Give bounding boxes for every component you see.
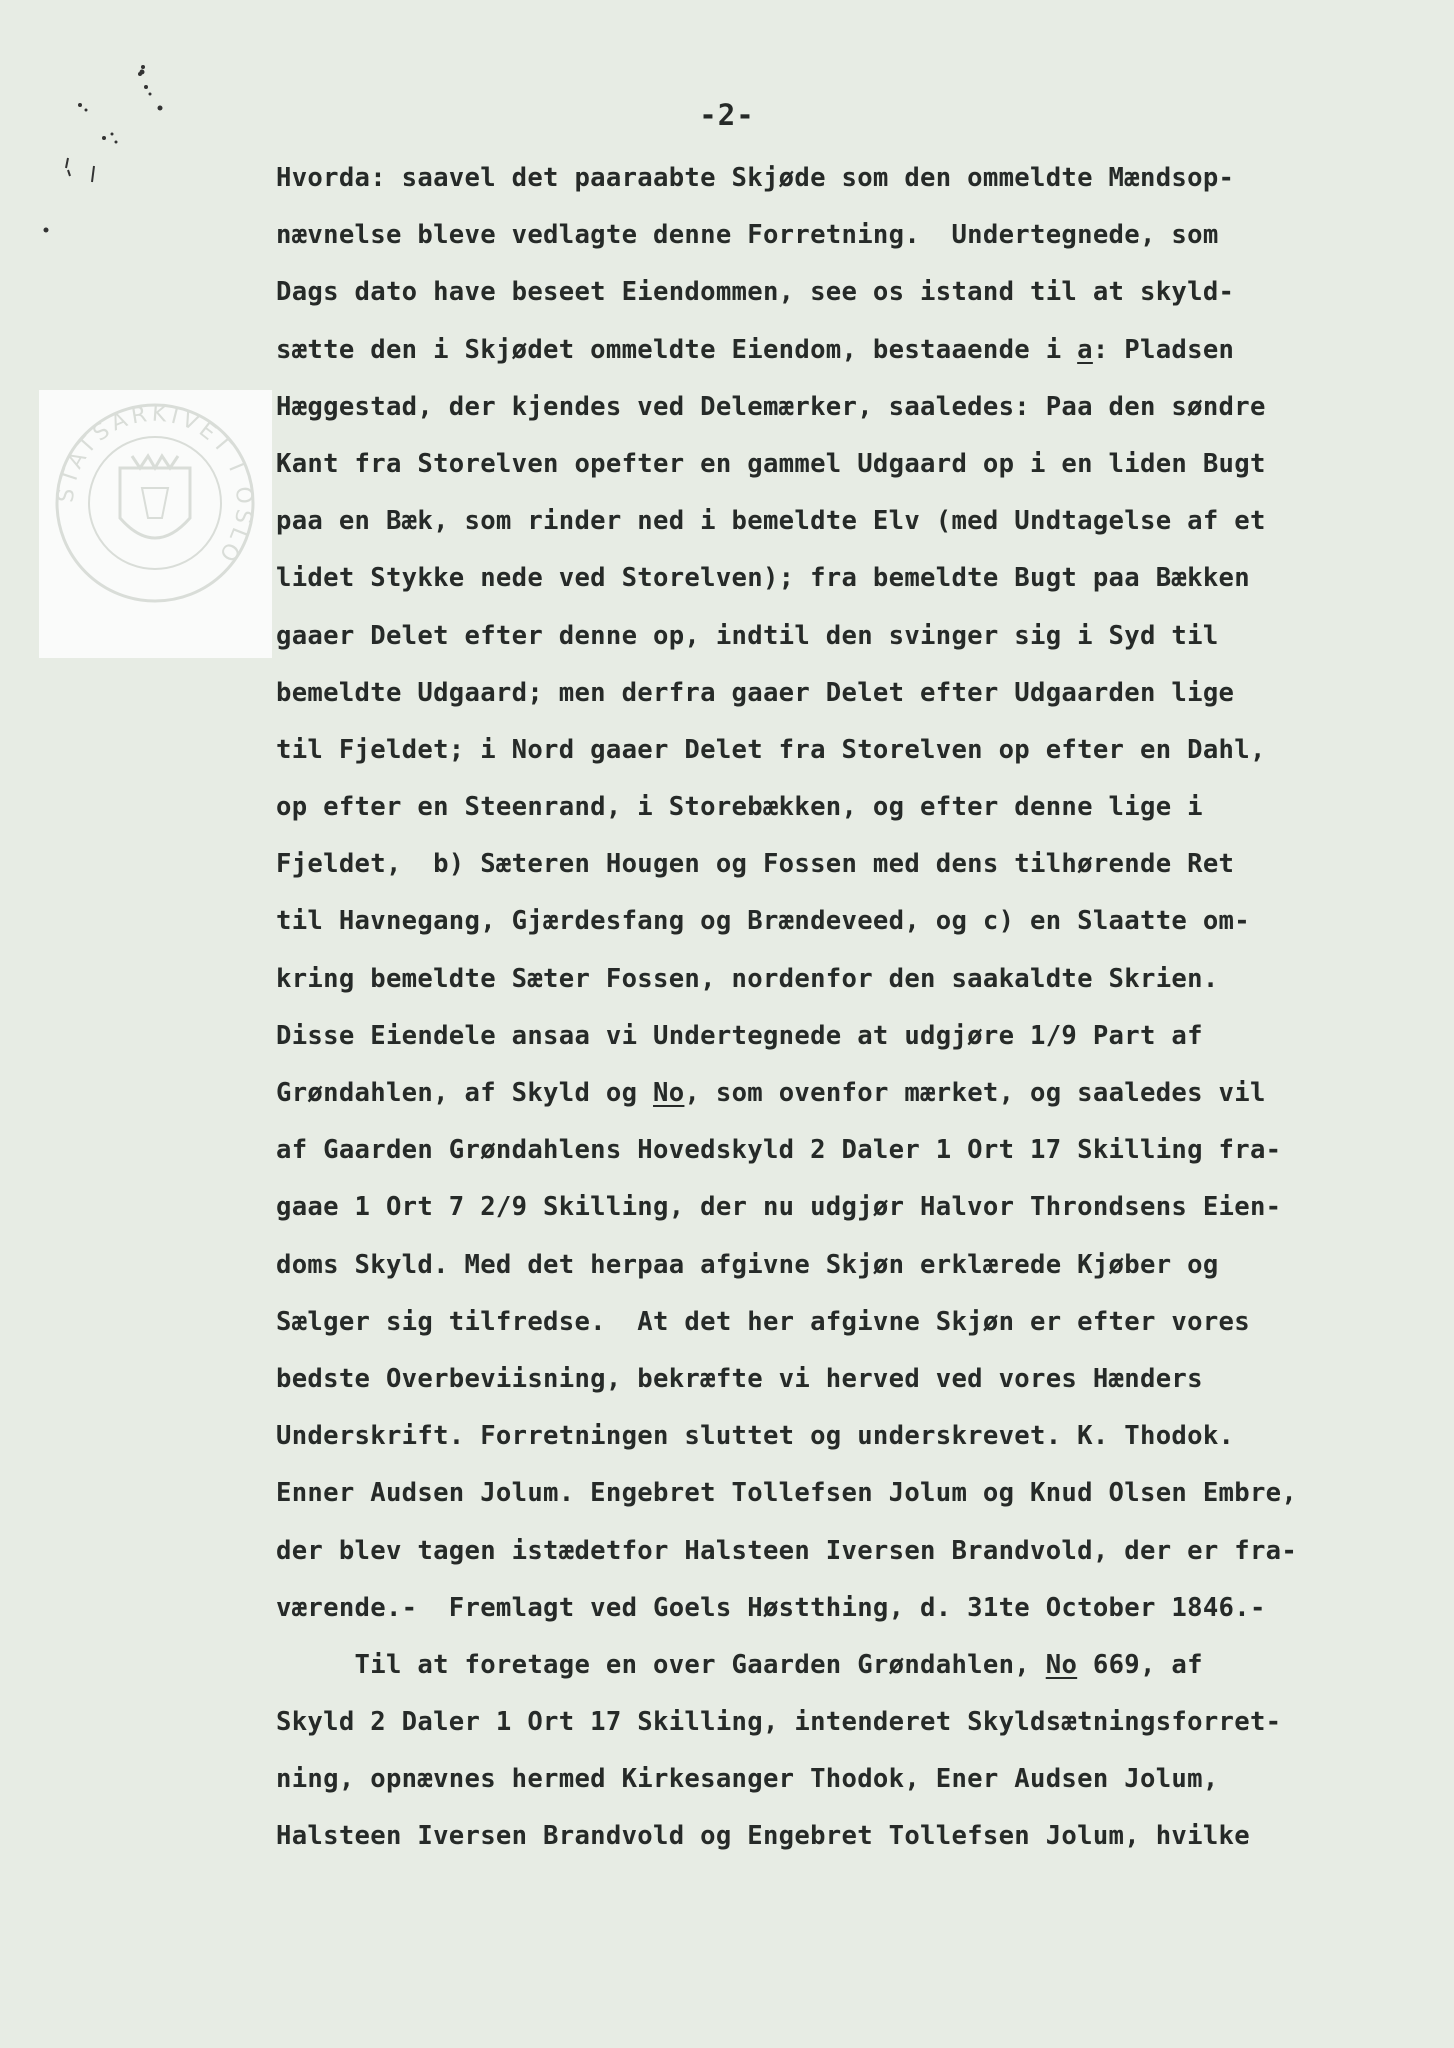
text-line	[276, 722, 1297, 779]
text-run: der blev tagen istædetfor Halsteen Iversen Brandvold, der er fra-	[276, 1535, 1298, 1566]
text-run: Hvorda: saavel det paaraabte Skjøde som den ommeldte Mændsop-	[276, 163, 1235, 193]
page-number: -2-	[699, 98, 755, 132]
text-run: gaaer Delet efter denne op, indtil den svinger sig i Syd til	[276, 620, 1219, 651]
text-run: gaae 1 Ort 7 2/9 Skilling, der nu udgjør Halvor Throndsens Eien-	[276, 1192, 1282, 1223]
text-run: Grøndahlen, af Skyld og	[276, 1078, 654, 1108]
text-line	[276, 150, 1297, 207]
text-run: ning, opnævnes hermed Kirkesanger Thodok, Ener Audsen Jolum,	[276, 1764, 1219, 1795]
text-line	[276, 836, 1297, 893]
text-line	[276, 1179, 1297, 1236]
text-line	[276, 1065, 1297, 1122]
text-run: Underskrift. Forretningen sluttet og underskrevet. K. Thodok.	[276, 1421, 1235, 1452]
text-run: Fjeldet, b) Sæteren Hougen og Fossen med dens tilhørende Ret	[276, 849, 1235, 880]
text-run: paa en Bæk, som rinder ned i bemeldte Elv (med Undtagelse af et	[276, 506, 1266, 537]
text-run: til Havnegang, Gjærdesfang og Brændeveed, og c) en Slaatte om-	[276, 906, 1250, 937]
svg-text:STATSARKIVET I OSLO: STATSARKIVET I OSLO	[53, 401, 257, 570]
text-run: værende.- Fremlagt ved Goels Høstthing, d. 31te October 1846.-	[276, 1592, 1266, 1623]
text-line	[276, 436, 1297, 493]
text-run: nævnelse bleve vedlagte denne Forretning. Undertegnede, som	[276, 220, 1219, 251]
text-run: : Pladsen	[1092, 334, 1235, 365]
text-line	[276, 1751, 1297, 1808]
underlined-text: No	[1045, 1649, 1078, 1680]
text-line	[276, 1694, 1297, 1751]
text-run: , som ovenfor mærket, og saaledes vil	[684, 1078, 1266, 1108]
text-run: til Fjeldet; i Nord gaaer Delet fra Storelven op efter en Dahl,	[276, 734, 1266, 765]
text-line	[276, 1237, 1297, 1294]
text-run: Hæggestad, der kjendes ved Delemærker, saaledes: Paa den søndre	[276, 391, 1266, 422]
text-run: op efter en Steenrand, i Storebækken, og efter denne lige i	[276, 792, 1203, 823]
document-body	[276, 150, 1297, 1866]
text-run: Disse Eiendele ansaa vi Undertegnede at udgjøre 1/9 Part af	[276, 1020, 1203, 1051]
text-line	[276, 493, 1297, 550]
text-line	[276, 1808, 1297, 1865]
text-run: sætte den i Skjødet ommeldte Eiendom, bestaaende i	[276, 334, 1078, 365]
text-line	[276, 1351, 1297, 1408]
underlined-text: a	[1077, 334, 1093, 365]
text-line	[276, 779, 1297, 836]
text-run: Til at foretage en over Gaarden Grøndahlen,	[276, 1649, 1046, 1680]
text-line	[276, 207, 1297, 264]
underlined-text: No	[653, 1078, 685, 1108]
margin-marks	[38, 60, 178, 250]
text-run: lidet Stykke nede ved Storelven); fra bemeldte Bugt paa Bækken	[276, 563, 1250, 594]
text-run: bedste Overbeviisning, bekræfte vi herved ved vores Hænders	[276, 1363, 1203, 1394]
text-line	[276, 322, 1297, 379]
text-run: Skyld 2 Daler 1 Ort 17 Skilling, intenderet Skyldsætningsforret-	[276, 1707, 1282, 1738]
text-line	[276, 1008, 1297, 1065]
text-line	[276, 379, 1297, 436]
text-line	[276, 1523, 1297, 1580]
text-run: Halsteen Iversen Brandvold og Engebret Tollefsen Jolum, hvilke	[276, 1821, 1250, 1852]
text-line	[276, 1408, 1297, 1465]
archive-stamp-icon	[50, 398, 260, 608]
text-line	[276, 608, 1297, 665]
text-run: Enner Audsen Jolum. Engebret Tollefsen Jolum og Knud Olsen Embre,	[276, 1478, 1298, 1509]
text-line	[276, 893, 1297, 950]
text-run: kring bemeldte Sæter Fossen, nordenfor den saakaldte Skrien.	[276, 963, 1219, 994]
text-run: 669, af	[1077, 1649, 1203, 1680]
text-line	[276, 1580, 1297, 1637]
text-line	[276, 665, 1297, 722]
text-run: Sælger sig tilfredse. At det her afgivne Skjøn er efter vores	[276, 1306, 1250, 1337]
text-line	[276, 550, 1297, 607]
text-line	[276, 1122, 1297, 1179]
text-run: Kant fra Storelven opefter en gammel Udgaard op i en liden Bugt	[276, 448, 1266, 479]
text-run: bemeldte Udgaard; men derfra gaaer Delet efter Udgaarden lige	[276, 677, 1235, 708]
text-line	[276, 951, 1297, 1008]
text-run: af Gaarden Grøndahlens Hovedskyld 2 Daler 1 Ort 17 Skilling fra-	[276, 1135, 1282, 1166]
text-line	[276, 1637, 1297, 1694]
text-line	[276, 1294, 1297, 1351]
text-line	[276, 1465, 1297, 1522]
text-line	[276, 264, 1297, 321]
text-run: Dags dato have beseet Eiendommen, see os istand til at skyld-	[276, 277, 1235, 308]
text-run: doms Skyld. Med det herpaa afgivne Skjøn erklærede Kjøber og	[276, 1249, 1219, 1280]
